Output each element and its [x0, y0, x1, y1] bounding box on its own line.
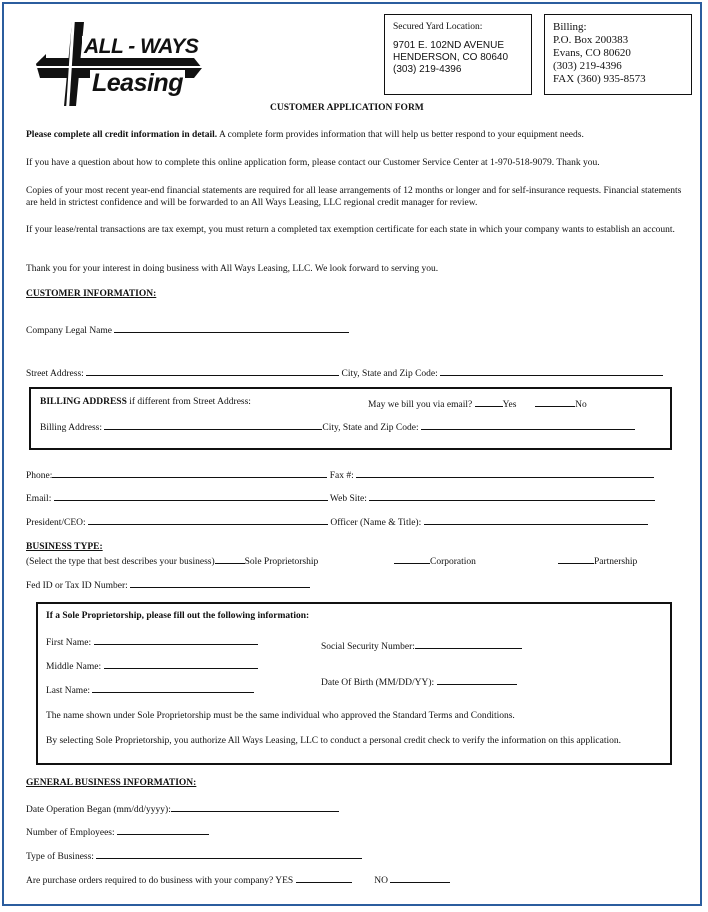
business-type-heading: BUSINESS TYPE: — [26, 542, 103, 552]
ssn-field[interactable] — [415, 638, 522, 649]
billing-city: Evans, CO 80620 — [553, 47, 631, 59]
partnership-option — [558, 553, 637, 568]
dob-row — [321, 674, 517, 689]
billing-label: Billing: — [553, 21, 587, 33]
company-legal-name-label: Company Legal Name — [26, 326, 113, 336]
business-type-row — [26, 553, 318, 568]
intro-paragraph-3: Copies of your most recent year-end financial statements are required for all lease arrangements of 12 months or longer and for self-insurance requests. Financial statements are held in strictest confidence and will be forwarded to an All Ways Leasing, LLC regional credit manager for review. — [26, 186, 682, 208]
email-label: Email: — [26, 494, 52, 504]
email-website-row — [26, 490, 655, 505]
type-of-business-field[interactable] — [96, 848, 362, 859]
sole-prop-field[interactable] — [215, 553, 245, 564]
billing-po: P.O. Box 200383 — [553, 34, 629, 46]
billing-phone: (303) 219-4396 — [553, 60, 622, 72]
date-began-label: Date Operation Began (mm/dd/yyyy): — [26, 805, 171, 815]
sole-prop-heading: If a Sole Proprietorship, please fill out the following information: — [46, 611, 310, 621]
fed-id-label: Fed ID or Tax ID Number: — [26, 581, 128, 591]
general-info-heading: GENERAL BUSINESS INFORMATION: — [26, 778, 197, 788]
employees-field[interactable] — [117, 824, 209, 835]
billing-address-heading-rest: if different from Street Address: — [126, 397, 251, 407]
phone-label: Phone: — [26, 471, 53, 481]
sole-prop-box — [36, 602, 672, 765]
fax-field[interactable] — [356, 467, 654, 478]
president-field[interactable] — [88, 514, 328, 525]
partnership-field[interactable] — [558, 553, 594, 564]
employees-row — [26, 824, 209, 839]
logo-text-line2: Leasing — [92, 69, 183, 97]
intro-paragraph-1 — [26, 129, 584, 141]
intro-p1-rest: A complete form provides information that will help us better respond to your equipment needs. — [217, 130, 584, 140]
city-state-zip-label: City, State and Zip Code: — [341, 369, 438, 379]
first-name-label: First Name: — [46, 638, 92, 648]
yard-phone: (303) 219-4396 — [393, 64, 462, 75]
dob-field[interactable] — [437, 674, 517, 685]
sole-prop-note-1: The name shown under Sole Proprietorship must be the same individual who approved the Standard Terms and Conditions. — [46, 711, 515, 721]
intro-paragraph-4: If your lease/rental transactions are tax exempt, you must return a completed tax exemption certificate for each state in which your company wants to establish an account. — [26, 225, 675, 235]
employees-label: Number of Employees: — [26, 828, 115, 838]
billing-address-box — [29, 387, 672, 450]
yard-label: Secured Yard Location: — [393, 22, 483, 32]
bill-via-email-row — [368, 396, 587, 411]
first-name-row — [46, 634, 258, 649]
billing-fax: FAX (360) 935-8573 — [553, 73, 646, 85]
customer-info-heading: CUSTOMER INFORMATION: — [26, 289, 157, 299]
billing-address-label: Billing Address: — [40, 423, 103, 433]
middle-name-label: Middle Name: — [46, 662, 102, 672]
phone-fax-row — [26, 467, 654, 482]
intro-p1-bold: Please complete all credit information in detail. — [26, 130, 218, 140]
corporation-label: Corporation — [430, 557, 476, 567]
purchase-orders-yes-field[interactable] — [296, 872, 352, 883]
street-address-field[interactable] — [86, 365, 339, 376]
partnership-label: Partnership — [594, 557, 638, 567]
street-address-row — [26, 365, 663, 380]
city-state-zip-field[interactable] — [440, 365, 663, 376]
officer-field[interactable] — [424, 514, 648, 525]
intro-paragraph-5: Thank you for your interest in doing business with All Ways Leasing, LLC. We look forward to serving you. — [26, 264, 439, 274]
bill-via-email-no-field[interactable] — [535, 396, 575, 407]
website-field[interactable] — [369, 490, 655, 501]
ssn-label: Social Security Number: — [321, 642, 415, 652]
last-name-label: Last Name: — [46, 686, 91, 696]
purchase-orders-row — [26, 872, 450, 887]
logo-text-line1: ALL - WAYS — [84, 35, 199, 58]
bill-via-email-yes-label: Yes — [502, 400, 517, 410]
corporation-field[interactable] — [394, 553, 430, 564]
bill-via-email-question: May we bill you via email? — [368, 400, 473, 410]
company-logo — [32, 18, 202, 110]
sole-prop-label: Sole Proprietorship — [244, 557, 319, 567]
yard-street: 9701 E. 102ND AVENUE — [393, 40, 504, 51]
billing-city-state-zip-label: City, State and Zip Code: — [322, 423, 419, 433]
street-address-label: Street Address: — [26, 369, 84, 379]
billing-info-box — [544, 14, 692, 95]
billing-address-heading-bold: BILLING ADDRESS — [40, 397, 127, 407]
officer-label: Officer (Name & Title): — [330, 518, 422, 528]
ssn-row — [321, 638, 522, 653]
bill-via-email-no-label: No — [575, 400, 587, 410]
date-began-field[interactable] — [171, 801, 339, 812]
website-label: Web Site: — [329, 494, 367, 504]
fed-id-row — [26, 577, 310, 592]
president-officer-row — [26, 514, 648, 529]
president-label: President/CEO: — [26, 518, 86, 528]
dob-label: Date Of Birth (MM/DD/YY): — [321, 678, 435, 688]
date-began-row — [26, 801, 339, 816]
company-legal-name-field[interactable] — [114, 322, 349, 333]
corporation-option — [394, 553, 476, 568]
yard-city: HENDERSON, CO 80640 — [393, 52, 509, 63]
first-name-field[interactable] — [94, 634, 258, 645]
middle-name-row — [46, 658, 258, 673]
purchase-orders-label: Are purchase orders required to do business with your company? YES — [26, 876, 294, 886]
fax-label: Fax #: — [329, 471, 354, 481]
intro-paragraph-2: If you have a question about how to complete this online application form, please contact our Customer Service Center at 1-970-518-9079. Thank you. — [26, 158, 600, 168]
form-title: CUSTOMER APPLICATION FORM — [270, 103, 424, 113]
type-of-business-label: Type of Business: — [26, 852, 94, 862]
purchase-orders-no-label: NO — [374, 876, 389, 886]
phone-field[interactable] — [52, 467, 327, 478]
type-of-business-row — [26, 848, 362, 863]
billing-address-heading — [40, 396, 251, 408]
company-legal-name-row — [26, 322, 349, 337]
yard-location-box — [384, 14, 532, 95]
email-field[interactable] — [54, 490, 328, 501]
billing-address-field[interactable] — [104, 419, 322, 430]
billing-address-row — [40, 419, 635, 434]
middle-name-field[interactable] — [104, 658, 258, 669]
purchase-orders-no-field[interactable] — [390, 872, 450, 883]
last-name-field[interactable] — [92, 682, 254, 693]
fed-id-field[interactable] — [130, 577, 310, 588]
bill-via-email-yes-field[interactable] — [475, 396, 503, 407]
sole-prop-note-2: By selecting Sole Proprietorship, you authorize All Ways Leasing, LLC to conduct a personal credit check to verify the information on this application. — [46, 736, 621, 746]
billing-city-state-zip-field[interactable] — [421, 419, 635, 430]
business-type-instruction: (Select the type that best describes your business) — [26, 557, 215, 567]
last-name-row — [46, 682, 254, 697]
